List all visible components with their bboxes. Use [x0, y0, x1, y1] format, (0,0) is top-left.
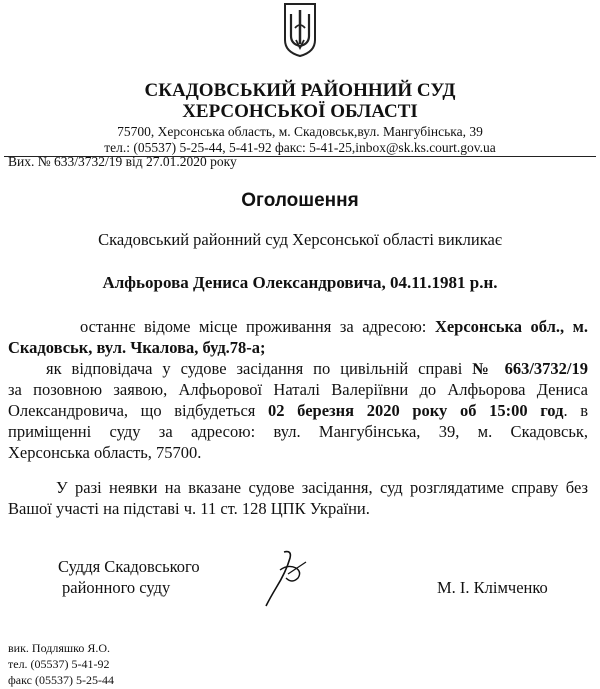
judge-name: М. І. Клімченко: [437, 578, 548, 597]
claim-line: за позовною заявою, Алфьорової Наталі Валеріївни до Алфьорова Дениса: [8, 380, 588, 399]
court-name-line2: ХЕРСОНСЬКОЇ ОБЛАСТІ: [182, 101, 418, 122]
hearing-datetime: 02 березня 2020 року об 15:00 год: [268, 401, 564, 420]
hearing-line-end: . в: [563, 401, 588, 420]
residence-text: останнє відоме місце проживання за адресою:: [80, 317, 427, 336]
outgoing-reference: Вих. № 633/3732/19 від 27.01.2020 року: [8, 154, 237, 169]
executor-fax: факс (05537) 5-25-44: [8, 673, 114, 687]
handwritten-signature: [262, 548, 308, 610]
hearing-line: [8, 400, 588, 421]
summoned-person: Алфьорова Дениса Олександровича, 04.11.1981 р.н.: [102, 273, 498, 292]
executor-name: вик. Подляшко Я.О.: [8, 641, 110, 655]
defendant-name-end: Олександровича, що відбудеться: [8, 401, 256, 420]
role-text: як відповідача у судове засідання по цивільній справі: [46, 359, 463, 378]
venue-line: приміщенні суду за адресою: вул. Мангубінська, 39, м. Скадовськ,: [8, 422, 588, 441]
absence-warning-line-1: У разі неявки на вказане судове засідання, суд розглядатиме справу без: [56, 478, 588, 497]
court-address: 75700, Херсонська область, м. Скадовськ,вул. Мангубінська, 39: [117, 124, 483, 139]
role-line-1: [46, 358, 588, 379]
judge-title-line2: районного суду: [62, 578, 171, 597]
case-number: № 663/3732/19: [472, 359, 589, 378]
court-name-line1: СКАДОВСЬКИЙ РАЙОННИЙ СУД: [144, 80, 456, 101]
announcement-intro: Скадовський районний суд Херсонської області викликає: [98, 230, 502, 249]
venue-line-end: Херсонська область, 75700.: [8, 443, 202, 462]
residence-line-1: [80, 316, 588, 337]
judge-title-line1: Суддя Скадовського: [58, 557, 200, 576]
coat-of-arms-icon: [283, 2, 317, 58]
residence-address-part1: Херсонська обл., м.: [434, 317, 589, 336]
residence-address-part2: Скадовськ, вул. Чкалова, буд.78-а;: [8, 338, 266, 357]
executor-phone: тел. (05537) 5-41-92: [8, 657, 110, 671]
absence-warning-line-2: Вашої участі на підставі ч. 11 ст. 128 ЦПК України.: [8, 499, 370, 518]
court-contacts: тел.: (05537) 5-25-44, 5-41-92 факс: 5-41-25,inbox@sk.ks.court.gov.ua: [104, 140, 496, 155]
announcement-title: Оголошення: [241, 190, 359, 211]
